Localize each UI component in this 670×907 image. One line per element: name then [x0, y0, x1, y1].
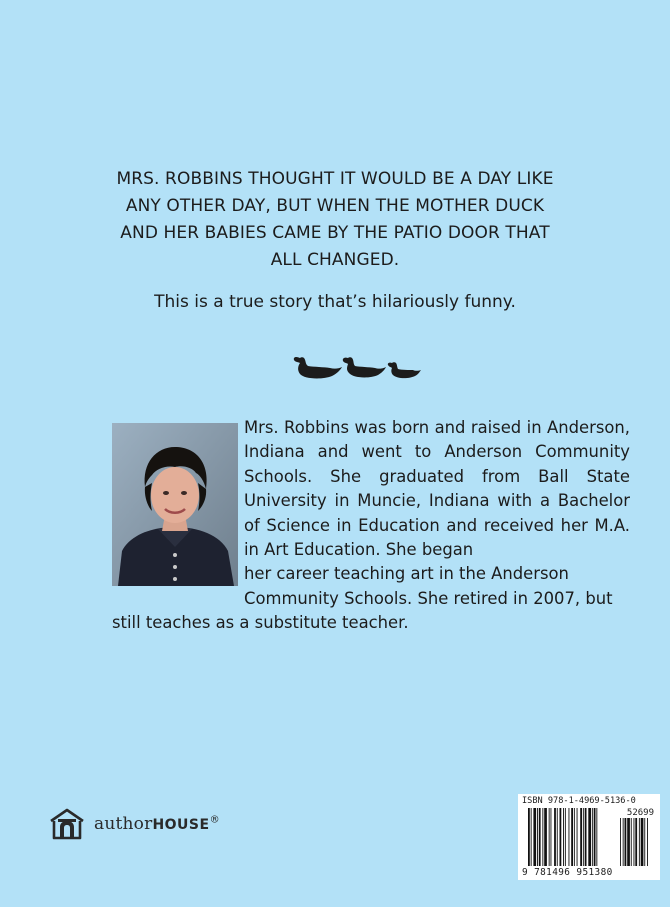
barcode-bar	[588, 808, 591, 866]
barcode-bar	[551, 808, 552, 866]
barcode-bar	[574, 808, 575, 866]
barcode-bar	[542, 808, 543, 866]
barcode-bar	[634, 818, 635, 866]
barcode-bar	[565, 808, 566, 866]
price-code: 52699	[626, 808, 654, 818]
barcode-bar	[647, 818, 648, 866]
three-ducks-icon	[292, 352, 422, 382]
barcode-bar	[580, 808, 582, 866]
publisher-name	[94, 814, 220, 834]
blurb-line: MRS. ROBBINS THOUGHT IT WOULD BE A DAY LIKE	[116, 169, 554, 189]
publisher-logo	[48, 806, 220, 842]
blurb-line: AND HER BABIES CAME BY THE PATIO DOOR THAT	[120, 223, 550, 243]
barcode-bar	[577, 808, 578, 866]
barcode-bar	[533, 808, 536, 866]
isbn-label: ISBN 978-1-4969-5136-0	[522, 796, 636, 806]
barcode-bar	[596, 808, 597, 866]
barcode-bar	[537, 808, 538, 866]
barcode-bar	[641, 818, 644, 866]
barcode-bar	[549, 808, 550, 866]
registered-mark: ®	[209, 814, 220, 826]
bio-wrapped-text: Mrs. Robbins was born and raised in Anderson, Indiana and went to Anderson Community Schools. She graduated from Ball State University in Muncie, Indiana with a Bachelor of Science in Education and received her M.A. in Art Education. She began	[244, 418, 630, 560]
blurb-line: ANY OTHER DAY, BUT WHEN THE MOTHER DUCK	[125, 196, 545, 216]
barcode-bar	[639, 818, 640, 866]
barcode-bar	[544, 808, 547, 866]
barcode-bar	[531, 808, 532, 866]
bio-continued-text: her career teaching art in the Anderson Community Schools. She retired in 2007, but still teaches as a substitute teacher.	[112, 564, 613, 633]
barcode-bar	[623, 818, 624, 866]
barcode-bar	[594, 808, 596, 866]
blurb-headline	[100, 166, 570, 274]
publisher-name-suffix: HOUSE	[152, 817, 210, 833]
barcode-bar	[554, 808, 556, 866]
barcode-bar	[569, 808, 570, 866]
barcode-bar	[560, 808, 562, 866]
barcode-bar	[563, 808, 564, 866]
photo-spacer	[112, 416, 244, 586]
blurb-line: ALL CHANGED.	[270, 250, 400, 270]
barcode-bar	[620, 818, 621, 866]
barcode-bar	[631, 818, 632, 866]
barcode-bar	[592, 808, 593, 866]
barcode-bar	[644, 818, 645, 866]
publisher-name-prefix: author	[94, 814, 153, 834]
barcode-bar	[583, 808, 584, 866]
barcode-bar	[557, 808, 558, 866]
barcode-bar	[625, 818, 627, 866]
authorhouse-logo-icon	[48, 807, 86, 841]
barcode-bar	[571, 808, 573, 866]
barcode-bar	[528, 808, 530, 866]
tagline: This is a true story that’s hilariously funny.	[154, 292, 516, 312]
barcode-bar	[635, 818, 637, 866]
author-bio	[112, 416, 630, 636]
barcode-bar	[539, 808, 541, 866]
barcode-bar	[585, 808, 587, 866]
barcode-bar	[627, 818, 630, 866]
isbn-barcode	[518, 794, 660, 880]
ean-digits: 9 781496 951380	[522, 867, 613, 878]
